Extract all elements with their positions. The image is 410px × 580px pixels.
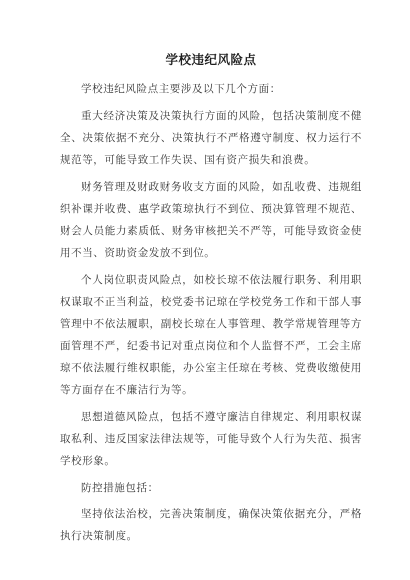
paragraph-economic-decision-risk: 重大经济决策及决策执行方面的风险，包括决策制度不健全、决策依据不充分、决策执行不严格遵守制度、权力运行不规范等，可能导致工作失误、国有资产损失和浪费。 [60, 110, 362, 166]
paragraph-position-duty-risk: 个人岗位职责风险点，如校长琼不依法履行职务、利用职权谋取不正当利益，校党委书记琼在学校党务工作和干部人事管理中不依法履职，副校长琼在人事管理、教学常规管理等方面管理不严，纪委书记对重点岗位和个人监督不严，工会主席琼不依法履行维权职能，办公室主任琼在考核、党费收缴使用等方面存在不廉洁行为等。 [60, 274, 362, 396]
paragraph-measure-rule-of-law: 坚持依法治校，完善决策制度，确保决策依据充分，严格执行决策制度。 [60, 508, 362, 542]
paragraph-intro: 学校违纪风险点主要涉及以下几个方面： [81, 83, 281, 95]
paragraph-moral-risk: 思想道德风险点，包括不遵守廉洁自律规定、利用职权谋取私利、违反国家法律法规等，可能导致个人行为失范、损害学校形象。 [60, 411, 362, 467]
document-title: 学校违纪风险点 [165, 52, 257, 67]
paragraph-financial-risk: 财务管理及财政财务收支方面的风险，如乱收费、违规组织补课并收费、惠学政策琼执行不到位、预决算管理不规范、财会人员能力素质低、财务审核把关不严等，可能导致资金使用不当、资助资金发放不到位。 [60, 181, 362, 259]
paragraph-measures-heading: 防控措施包括： [81, 482, 159, 494]
